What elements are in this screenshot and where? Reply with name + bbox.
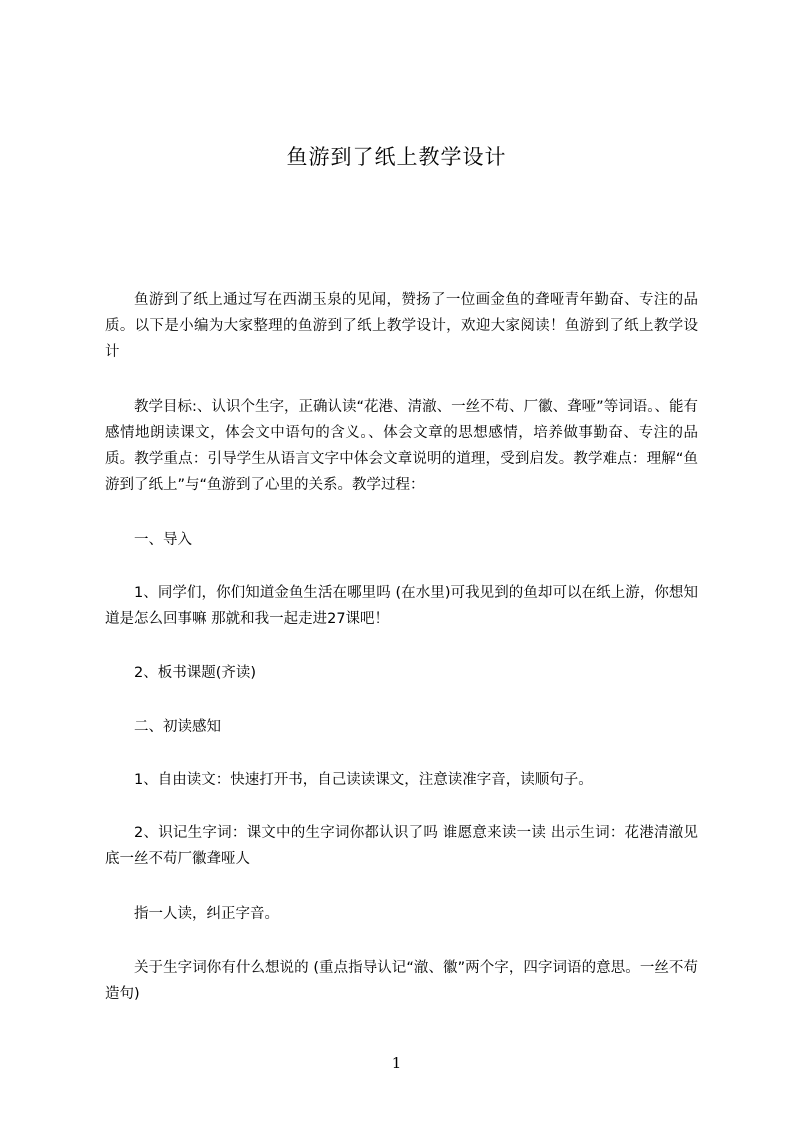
introduction-step-1: 1、同学们，你们知道金鱼生活在哪里吗 (在水里)可我见到的鱼却可以在纸上游，你想知道是怎么回事嘛 那就和我一起走进27课吧！ — [105, 585, 698, 627]
introduction-step-2: 2、板书课题(齐读) — [134, 665, 257, 681]
page-number: 1 — [391, 1054, 402, 1072]
correction-paragraph: 指一人读，纠正字音。 — [134, 906, 279, 922]
page-title: 鱼游到了纸上教学设计 — [286, 145, 507, 169]
section-heading-introduction: 一、导入 — [134, 532, 192, 548]
teaching-goals-paragraph: 教学目标:、认识个生字，正确认读“花港、清澈、一丝不苟、厂徽、聋哑”等词语。、能有感情地朗读课文，体会文中语句的含义。、体会文章的思想感情，培养做事勤奋、专注的品质。教学重点：引导学生从语言文字中体会文章说明的道理，受到启发。教学难点：理解“鱼游到了纸上”与“鱼游到了心里的关系。教学过程： — [105, 399, 698, 493]
section-heading-first-reading: 二、初读感知 — [134, 719, 221, 735]
first-reading-step-1: 1、自由读文：快速打开书，自己读读课文，注意读准字音，读顺句子。 — [134, 772, 593, 788]
intro-paragraph: 鱼游到了纸上通过写在西湖玉泉的见闻，赞扬了一位画金鱼的聋哑青年勤奋、专注的品质。以下是小编为大家整理的鱼游到了纸上教学设计，欢迎大家阅读！鱼游到了纸上教学设计 — [105, 292, 698, 360]
first-reading-step-2: 2、识记生字词：课文中的生字词你都认识了吗 谁愿意来读一读 出示生词：花港清澈见底一丝不苟厂徽聋哑人 — [105, 825, 698, 867]
vocabulary-discussion-paragraph: 关于生字词你有什么想说的 (重点指导认记“澈、徽”两个字，四字词语的意思。一丝不苟造句) — [105, 960, 698, 1002]
